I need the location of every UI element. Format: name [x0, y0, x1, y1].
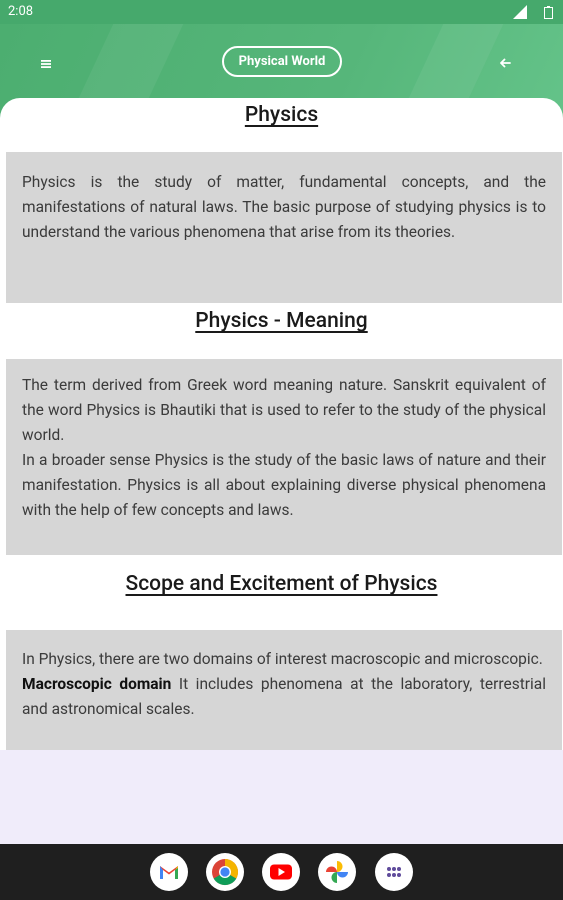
section-body: In Physics, there are two domains of interest macroscopic and microscopic. — [22, 650, 543, 668]
section-body-rest: It includes phenomena at the laboratory, terrestrial and astronomical scales. — [22, 675, 547, 718]
content-sheet[interactable] — [0, 98, 563, 750]
section-card-scope — [6, 630, 562, 750]
section-heading-physics: Physics — [244, 103, 319, 127]
signal-icon — [513, 5, 527, 19]
youtube-icon — [262, 853, 300, 891]
menu-icon — [34, 52, 58, 76]
status-bar — [0, 0, 563, 24]
back-button[interactable] — [494, 52, 516, 74]
battery-icon — [544, 6, 553, 19]
section-body — [22, 672, 546, 722]
gmail-icon — [150, 853, 188, 891]
photos-app[interactable] — [318, 853, 356, 891]
section-body: The term derived from Greek word meaning nature. Sanskrit equivalent of the word Physics is Bhautiki that is used to refer to the study of the physical world. — [22, 376, 546, 444]
app-drawer[interactable] — [375, 853, 413, 891]
section-heading-scope: Scope and Excitement of Physics — [125, 572, 438, 596]
youtube-app[interactable] — [262, 853, 300, 891]
app-drawer-icon — [375, 853, 413, 891]
section-heading-meaning: Physics - Meaning — [195, 309, 368, 333]
section-body: Physics is the study of matter, fundamental concepts, and the manifestations of natural laws. The basic purpose of studying physics is to understand the various phenomena that arise from its theories. — [22, 173, 546, 241]
gmail-app[interactable] — [150, 853, 188, 891]
status-time: 2:08 — [8, 4, 34, 19]
chrome-app[interactable] — [206, 853, 244, 891]
taskbar — [0, 844, 563, 900]
section-card-physics — [6, 152, 562, 303]
section-card-meaning — [6, 359, 562, 555]
arrow-back-icon — [494, 52, 516, 74]
page-title: Physical World — [222, 46, 342, 77]
section-body: In a broader sense Physics is the study of the basic laws of nature and their manifestation. Physics is all about explaining diverse physical phenomena with the help of few concepts and laws. — [22, 451, 546, 519]
chrome-icon — [206, 853, 244, 891]
photos-icon — [318, 853, 356, 891]
menu-button[interactable] — [34, 52, 58, 76]
bold-term: Macroscopic domain — [22, 675, 172, 693]
